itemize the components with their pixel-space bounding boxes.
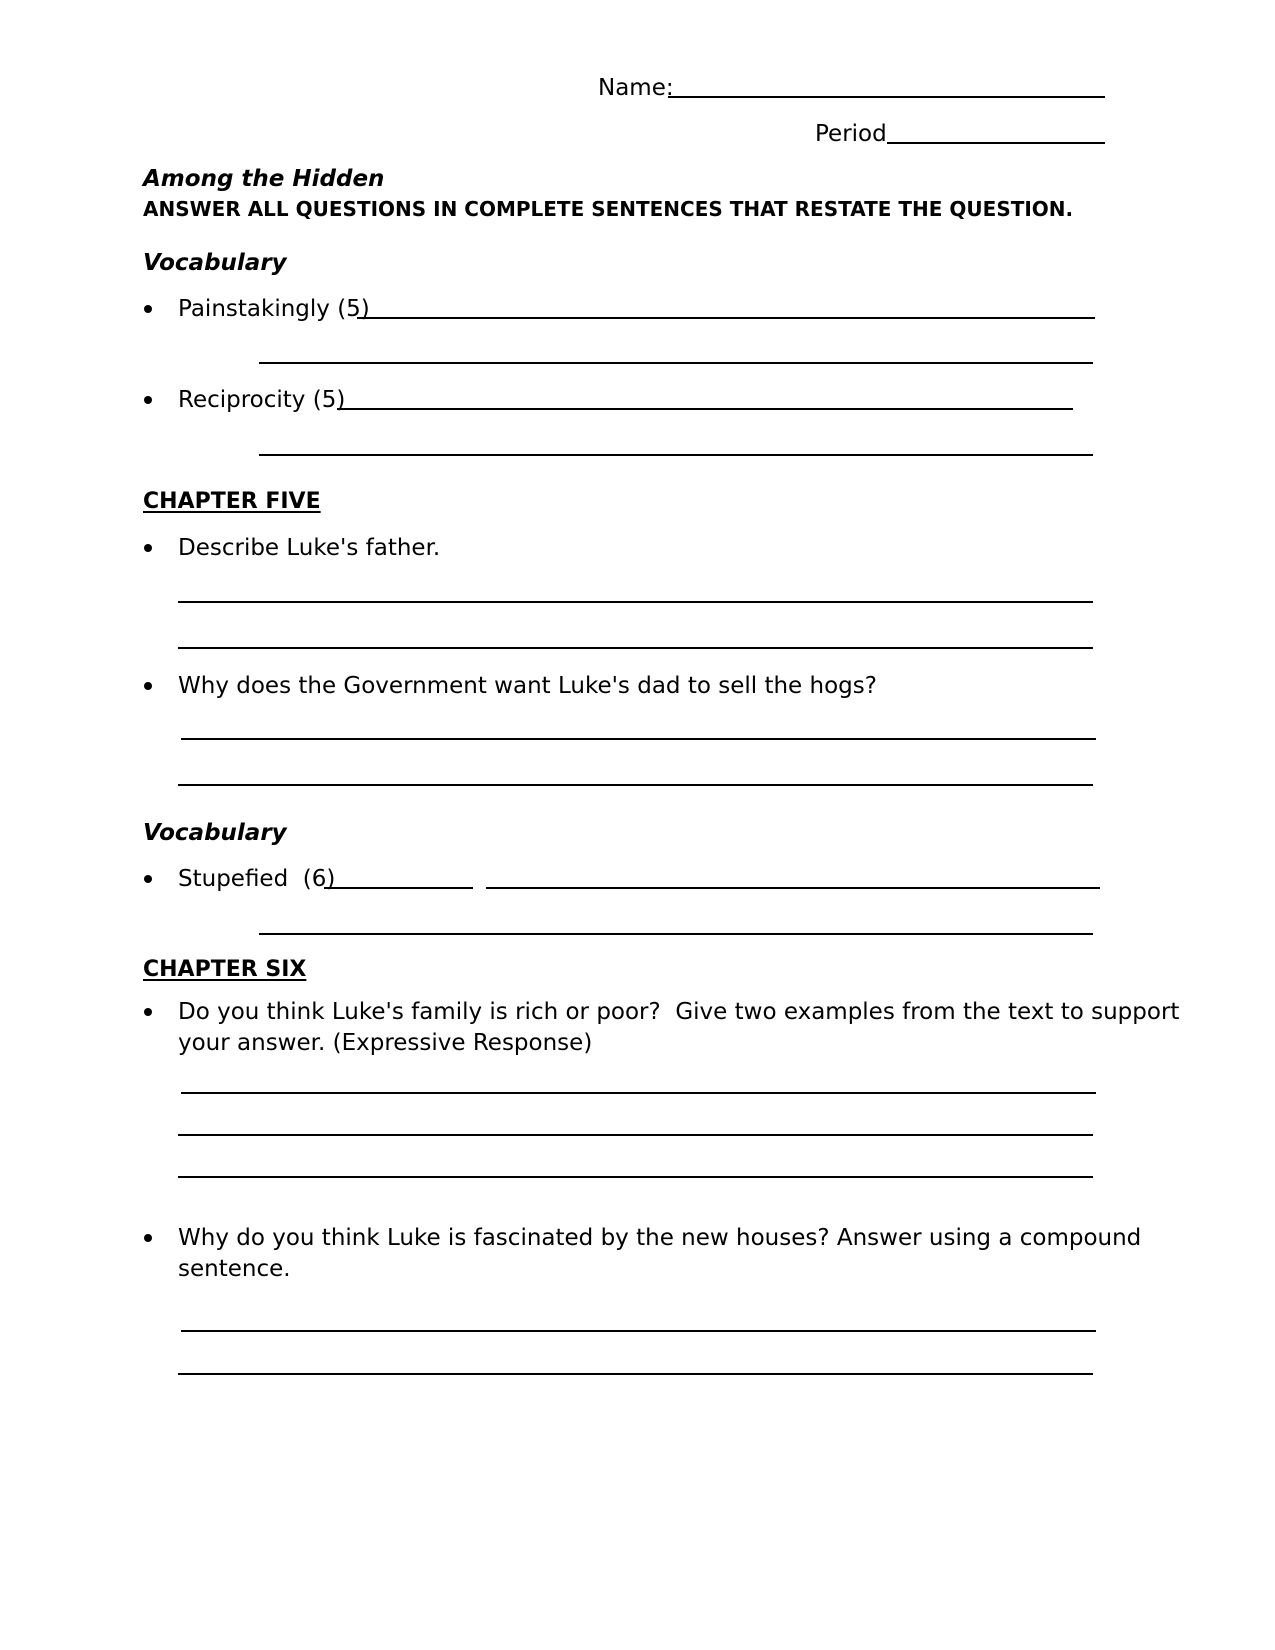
bullet bbox=[144, 544, 152, 552]
name-label: Name: bbox=[598, 75, 674, 101]
vocab-term-reciprocity: Reciprocity (5) bbox=[178, 387, 346, 413]
vocab-term-stupefied: Stupefied (6) bbox=[178, 866, 336, 892]
vocabulary-heading: Vocabulary bbox=[143, 250, 287, 276]
question-text: Why does the Government want Luke's dad to sell the hogs? bbox=[178, 673, 877, 699]
bullet bbox=[144, 1008, 152, 1016]
question-text-continued: your answer. (Expressive Response) bbox=[178, 1030, 593, 1056]
document-title: Among the Hidden bbox=[143, 166, 385, 192]
answer-line[interactable] bbox=[357, 317, 1095, 319]
period-label: Period bbox=[815, 121, 887, 147]
bullet bbox=[144, 396, 152, 404]
answer-line[interactable] bbox=[178, 784, 1093, 786]
answer-line[interactable] bbox=[486, 887, 1100, 889]
question-text-continued: sentence. bbox=[178, 1256, 291, 1282]
question-text: Why do you think Luke is fascinated by the new houses? Answer using a compound bbox=[178, 1225, 1142, 1251]
answer-line[interactable] bbox=[181, 738, 1096, 740]
answer-line[interactable] bbox=[337, 408, 1073, 410]
answer-line[interactable] bbox=[178, 1176, 1093, 1178]
chapter-six-heading: CHAPTER SIX bbox=[143, 957, 307, 982]
bullet bbox=[144, 305, 152, 313]
instructions: ANSWER ALL QUESTIONS IN COMPLETE SENTENCES THAT RESTATE THE QUESTION. bbox=[143, 197, 1074, 221]
bullet bbox=[144, 682, 152, 690]
answer-line[interactable] bbox=[178, 601, 1093, 603]
vocab-term-painstakingly: Painstakingly (5) bbox=[178, 296, 370, 322]
bullet bbox=[144, 875, 152, 883]
answer-line[interactable] bbox=[181, 1092, 1096, 1094]
answer-line[interactable] bbox=[178, 647, 1093, 649]
vocabulary-heading: Vocabulary bbox=[143, 820, 287, 846]
period-field[interactable] bbox=[887, 142, 1105, 144]
part-of-speech-line[interactable] bbox=[324, 887, 473, 889]
bullet bbox=[144, 1234, 152, 1242]
answer-line[interactable] bbox=[178, 1373, 1093, 1375]
answer-line[interactable] bbox=[181, 1330, 1096, 1332]
chapter-five-heading: CHAPTER FIVE bbox=[143, 489, 321, 514]
answer-line[interactable] bbox=[178, 1134, 1093, 1136]
answer-line[interactable] bbox=[259, 933, 1093, 935]
name-field[interactable] bbox=[668, 96, 1105, 98]
answer-line[interactable] bbox=[259, 454, 1093, 456]
question-text: Do you think Luke's family is rich or poor? Give two examples from the text to support bbox=[178, 999, 1180, 1025]
answer-line[interactable] bbox=[259, 362, 1093, 364]
question-text: Describe Luke's father. bbox=[178, 535, 441, 561]
